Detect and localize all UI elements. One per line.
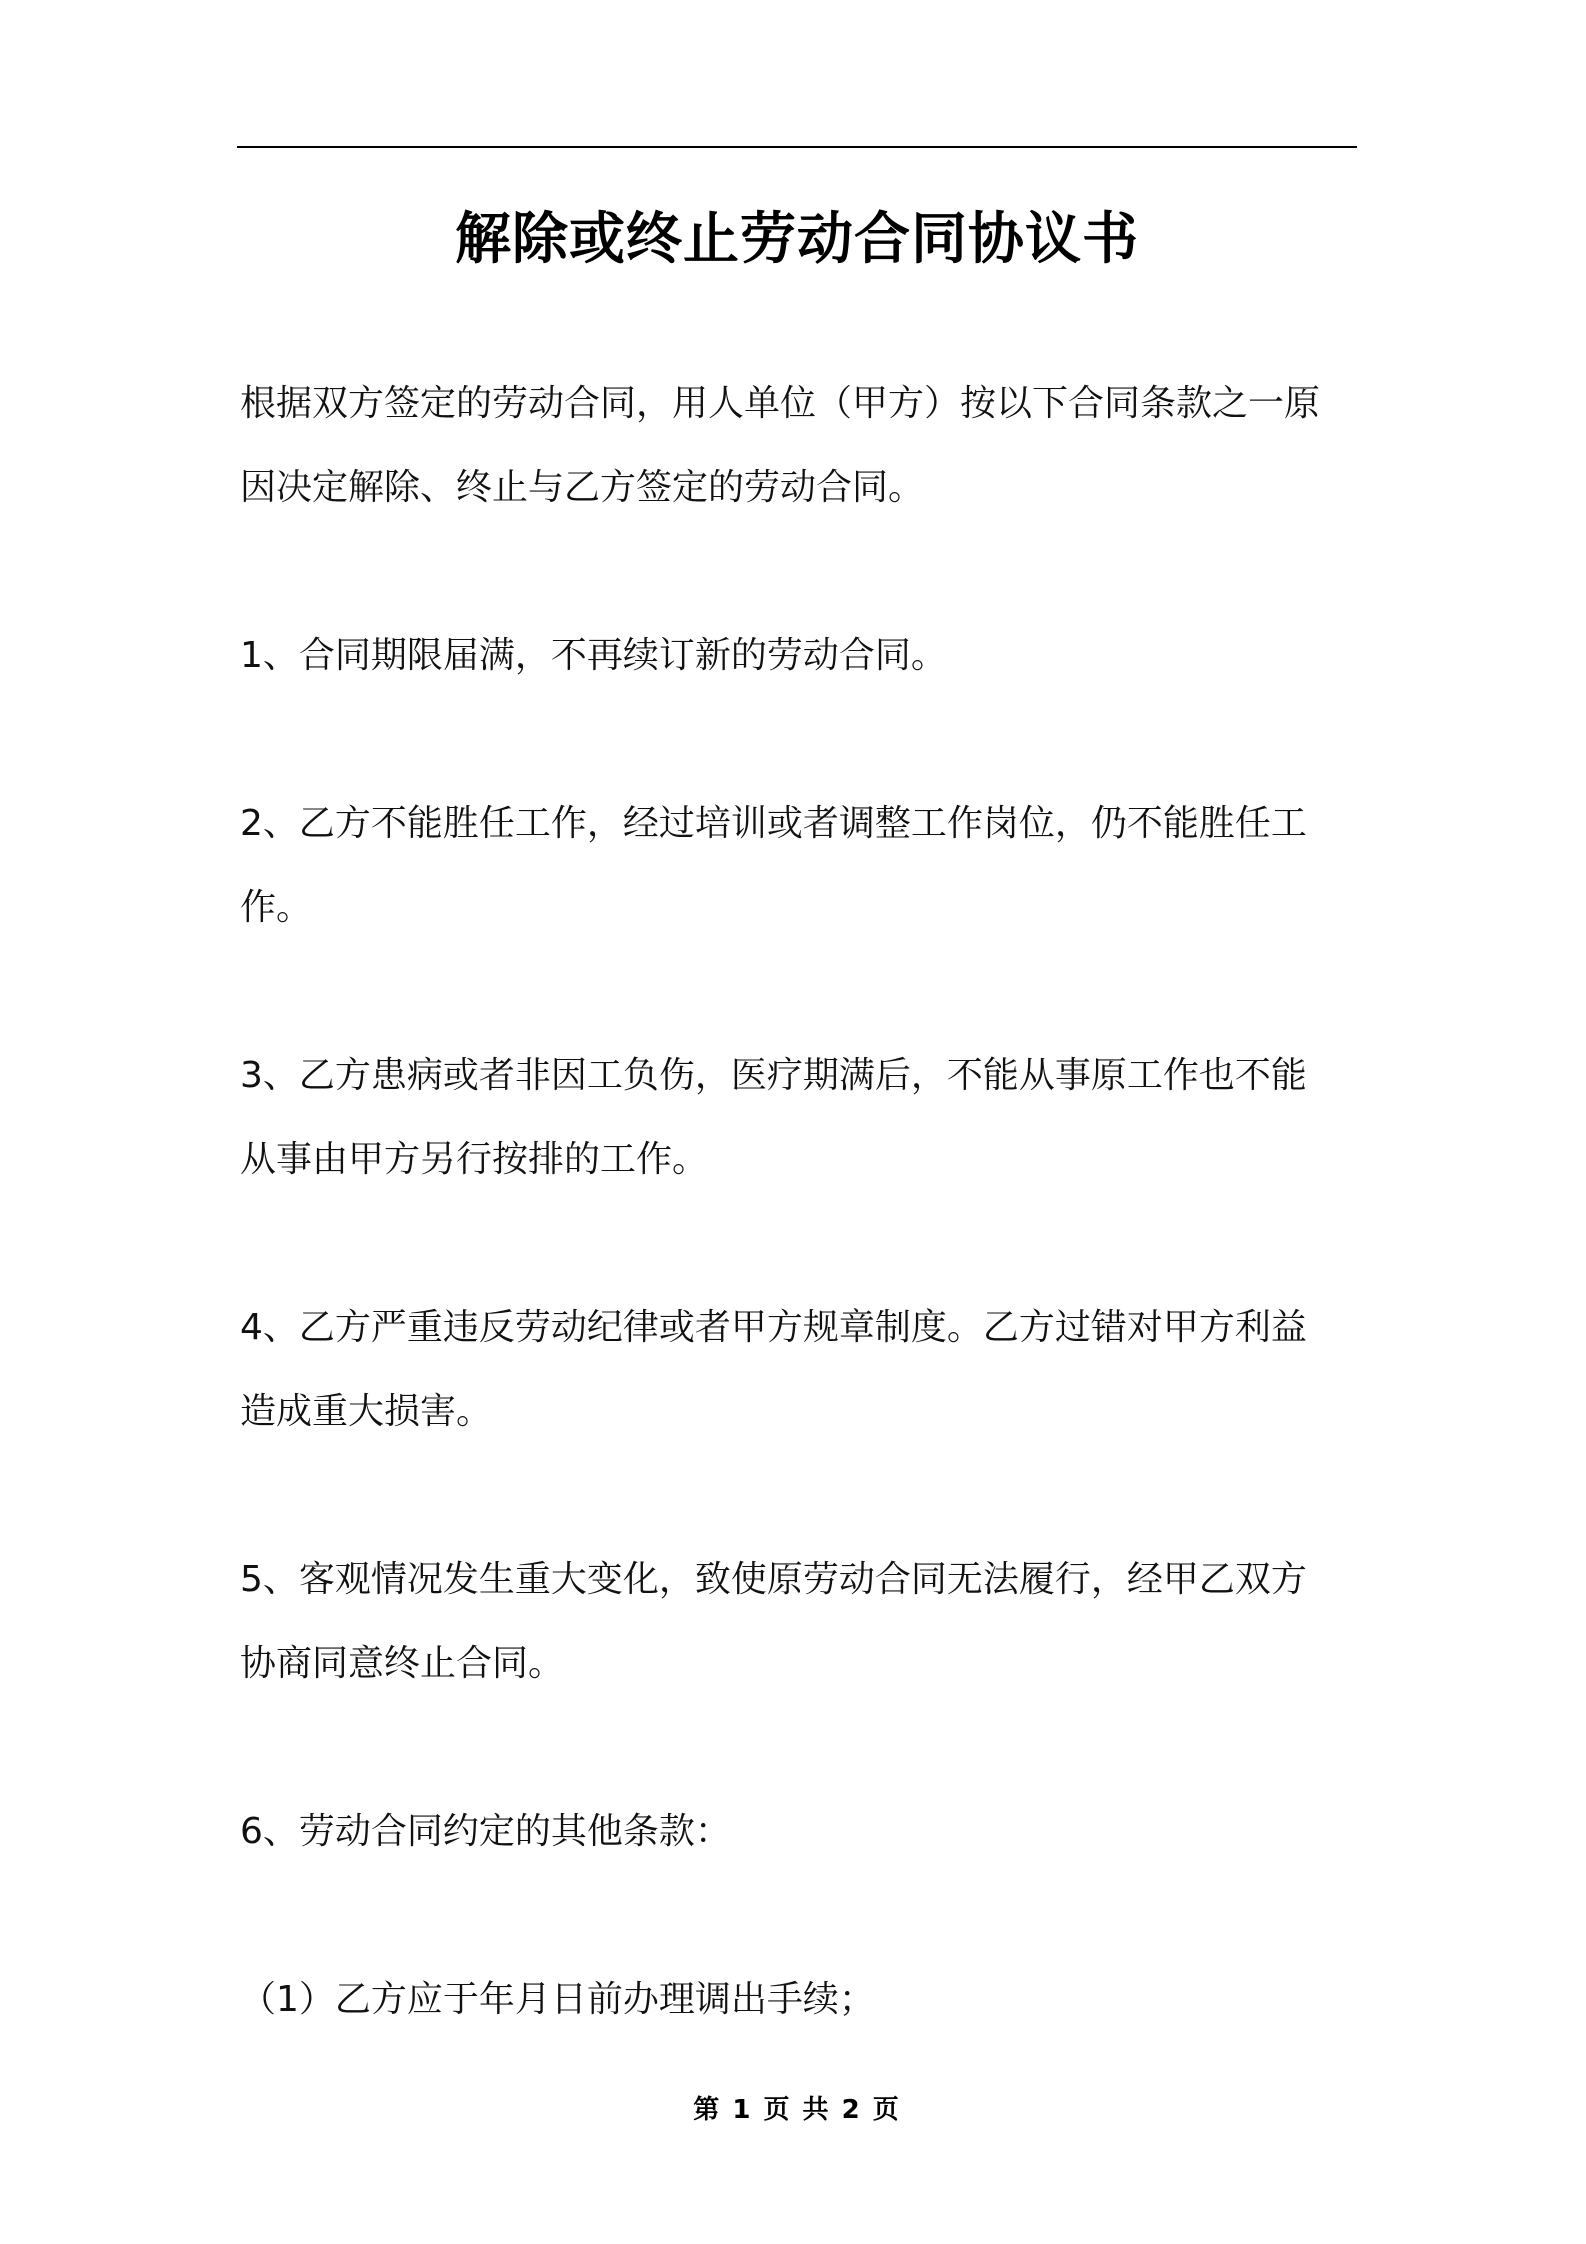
clause-4-line-1: 4、乙方严重违反劳动纪律或者甲方规章制度。乙方过错对甲方利益	[240, 1307, 1307, 1348]
clause-4-line-2: 造成重大损害。	[240, 1391, 493, 1432]
clause-1	[240, 614, 1365, 698]
clause-6-item-1-line-1: （1）乙方应于年月日前办理调出手续；	[240, 1979, 875, 2020]
intro-line-1: 根据双方签定的劳动合同，用人单位（甲方）按以下合同条款之一原	[240, 383, 1321, 424]
clause-3-line-1: 3、乙方患病或者非因工负伤，医疗期满后，不能从事原工作也不能	[240, 1055, 1307, 1096]
clause-1-line-1: 1、合同期限届满，不再续订新的劳动合同。	[240, 635, 947, 676]
clause-6-item-1	[240, 1958, 1365, 2042]
clause-4	[240, 1286, 1365, 1454]
clause-6	[240, 1790, 1365, 1874]
clause-6-line-1: 6、劳动合同约定的其他条款：	[240, 1811, 731, 1852]
clause-3	[240, 1034, 1365, 1202]
clause-5	[240, 1538, 1365, 1706]
page-number-footer: 第 1 页 共 2 页	[693, 2095, 901, 2125]
clause-2-line-2: 作。	[240, 887, 313, 928]
document-title: 解除或终止劳动合同协议书	[455, 207, 1139, 272]
intro-paragraph	[240, 362, 1365, 530]
clause-3-line-2: 从事由甲方另行按排的工作。	[240, 1139, 709, 1180]
header-divider	[237, 146, 1357, 148]
clause-5-line-2: 协商同意终止合同。	[240, 1643, 565, 1684]
clause-5-line-1: 5、客观情况发生重大变化，致使原劳动合同无法履行，经甲乙双方	[240, 1559, 1307, 1600]
clause-2	[240, 782, 1365, 950]
clause-2-line-1: 2、乙方不能胜任工作，经过培训或者调整工作岗位，仍不能胜任工	[240, 803, 1307, 844]
intro-line-2: 因决定解除、终止与乙方签定的劳动合同。	[240, 467, 925, 508]
